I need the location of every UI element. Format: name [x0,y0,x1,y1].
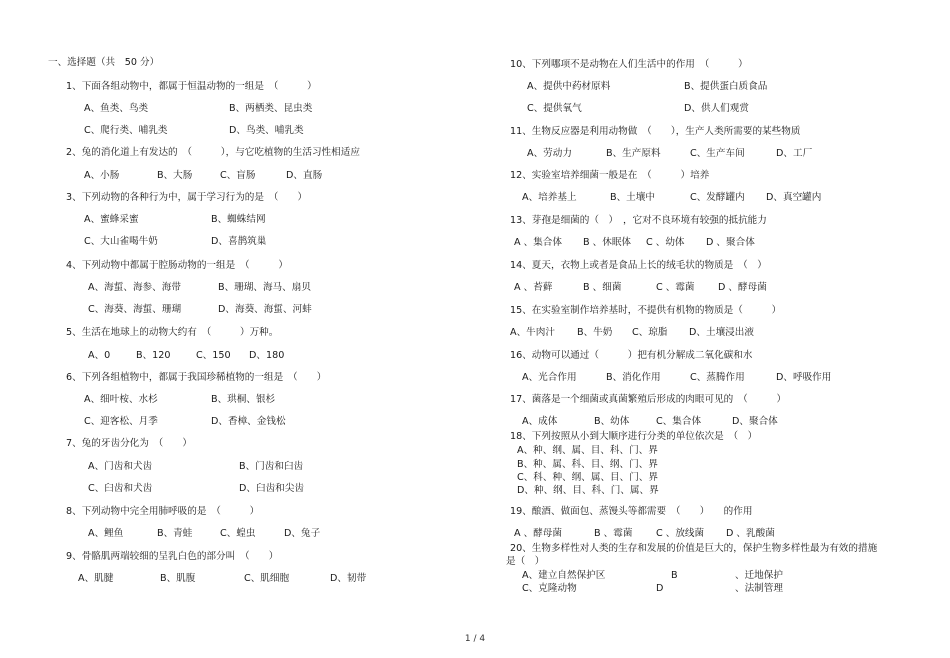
option-c: C 、放线菌 [656,528,705,539]
option-d: D、喜鹊筑巢 [211,236,267,247]
option-b: B、牛奶 [577,327,613,338]
option-a: A、光合作用 [522,372,577,383]
option-b: B、大肠 [157,170,193,181]
option-b: B 、休眠体 [583,237,632,248]
option-c: C、蒸腾作用 [690,372,745,383]
option-a: A、种、纲、属、目、科、门、界 [517,445,658,456]
option-b: B、两栖类、昆虫类 [229,103,313,114]
question-stem: 8、下列动物中完全用肺呼吸的是 （ ） [66,506,260,517]
question-stem: 20、生物多样性对人类的生存和发展的价值是巨大的，保护生物多样性最为有效的措施 [510,543,878,554]
option-d-text: 、法制管理 [735,583,783,594]
option-d: D、真空罐内 [766,192,822,203]
question-stem: 15、在实验室制作培养基时，不提供有机物的物质是（ ） [510,305,782,316]
question-stem: 4、下列动物中都属于腔肠动物的一组是 （ ） [66,260,288,271]
option-a: A、成体 [522,416,558,427]
question-stem: 1、下面各组动物中，都属于恒温动物的一组是 （ ） [66,81,317,92]
option-b: B、蜘蛛结网 [211,214,266,225]
option-b-letter: B [671,570,678,581]
option-d: D、海葵、海蜇、河蚌 [218,304,312,315]
option-a: A、牛肉汁 [510,327,555,338]
option-a: A、门齿和犬齿 [88,461,153,472]
option-c: C、克隆动物 [522,583,577,594]
option-c: C、迎客松、月季 [84,416,158,427]
question-stem: 3、下列动物的各种行为中，属于学习行为的是 （ ） [66,192,308,203]
option-b-text: 、迁地保护 [735,570,783,581]
option-a: A、提供中药材原料 [527,81,611,92]
option-a: A、鲤鱼 [88,528,124,539]
question-stem: 16、动物可以通过（ ）把有机分解成二氧化碳和水 [510,350,753,361]
option-a: A 、酵母菌 [514,528,562,539]
option-b: B 、细菌 [583,282,622,293]
option-d: D、臼齿和尖齿 [239,483,304,494]
option-b: B、土壤中 [610,192,655,203]
option-c: C、琼脂 [632,327,668,338]
option-a: A 、集合体 [514,237,562,248]
option-c: C、爬行类、哺乳类 [84,125,168,136]
question-stem: 11、生物反应器是利用动物做 （ ），生产人类所需要的某些物质 [510,126,801,137]
option-c: C、蝗虫 [220,528,256,539]
option-b: B 、霉菌 [594,528,633,539]
option-b: B、生产原料 [606,148,661,159]
question-stem: 13、芽孢是细菌的（ ） ，它对不良环境有较强的抵抗能力 [510,215,767,226]
option-c: C、发酵罐内 [690,192,745,203]
question-stem: 7、兔的牙齿分化为 （ ） [66,438,193,449]
option-c: C、盲肠 [220,170,256,181]
option-d: D、供人们观赏 [684,103,749,114]
option-d: D、土壤浸出液 [689,327,754,338]
question-stem: 5、生活在地球上的动物大约有 （ ）万种。 [66,327,279,338]
option-b: B、提供蛋白质食品 [684,81,768,92]
option-d: D、鸟类、哺乳类 [229,125,304,136]
option-c: C、大山雀喝牛奶 [84,236,158,247]
option-a: A、海蜇、海参、海带 [88,282,181,293]
option-a: A、培养基上 [522,192,577,203]
option-c: C、肌细胞 [244,573,290,584]
option-d: D、工厂 [776,148,813,159]
option-d: D、呼吸作用 [776,372,832,383]
option-b: B、肌腹 [160,573,196,584]
option-d: D 、酵母菌 [718,282,767,293]
option-a: A、肌腱 [78,573,114,584]
question-stem: 9、骨骼肌两端较细的呈乳白色的部分叫 （ ） [66,551,279,562]
option-b: B、120 [136,350,171,361]
option-b: B、种、属、科、目、纲、门、界 [517,459,658,470]
option-c: C 、霉菌 [656,282,695,293]
option-a: A 、苔藓 [514,282,553,293]
option-d: D 、乳酸菌 [726,528,775,539]
option-b: B、消化作用 [606,372,661,383]
option-a: A、小肠 [84,170,120,181]
question-stem: 6、下列各组植物中，都属于我国珍稀植物的一组是 （ ） [66,372,327,383]
option-a: A、鱼类、鸟类 [84,103,149,114]
question-stem: 19、酿酒、做面包、蒸馒头等都需要 （ ） 的作用 [510,506,753,517]
question-stem-continued: 是（ ） [506,556,545,567]
option-a: A、0 [88,350,111,361]
option-b: B、幼体 [594,416,630,427]
option-a: A、建立自然保护区 [522,570,606,581]
option-c: C、150 [196,350,231,361]
option-d: D、聚合体 [732,416,778,427]
question-stem: 10、下列哪项不是动物在人们生活中的作用 （ ） [510,59,748,70]
option-c: C、臼齿和犬齿 [88,483,153,494]
question-stem: 2、兔的消化道上有发达的 （ ），与它吃植物的生活习性相适应 [66,147,360,158]
option-c: C、科、种、纲、属、目、门、界 [517,472,659,483]
option-b: B、珊瑚、海马、扇贝 [218,282,311,293]
option-b: B、门齿和臼齿 [239,461,304,472]
option-d-letter: D [656,583,664,594]
option-d: D、种、纲、目、科、门、属、界 [517,485,659,496]
option-c: C、海葵、海蜇、珊瑚 [88,304,182,315]
option-d: D、180 [249,350,285,361]
option-c: C、提供氧气 [527,103,582,114]
option-c: C 、幼体 [646,237,685,248]
question-stem: 14、夏天，衣物上或者是食品上长的绒毛状的物质是 （ ） [510,260,767,271]
section-title: 一、选择题（共 50 分） [48,57,160,68]
option-a: A、细叶桉、水杉 [84,394,158,405]
question-stem: 12、实验室培养细菌一般是在 （ ）培养 [510,170,710,181]
option-c: C、集合体 [656,416,702,427]
option-b: B、珙桐、银杉 [211,394,276,405]
option-b: B、青蛙 [157,528,193,539]
option-d: D 、聚合体 [706,237,755,248]
question-stem: 18、下列按照从小到大顺序进行分类的单位依次是 （ ） [510,431,758,442]
option-a: A、蜜蜂采蜜 [84,214,139,225]
page-number: 1 / 4 [464,634,486,644]
option-d: D、香樟、金钱松 [211,416,286,427]
option-c: C、生产车间 [690,148,745,159]
question-stem: 17、菌落是一个细菌或真菌繁殖后形成的肉眼可见的 （ ） [510,394,787,405]
option-d: D、直肠 [286,170,323,181]
option-d: D、兔子 [284,528,321,539]
option-a: A、劳动力 [527,148,572,159]
option-d: D、韧带 [330,573,367,584]
